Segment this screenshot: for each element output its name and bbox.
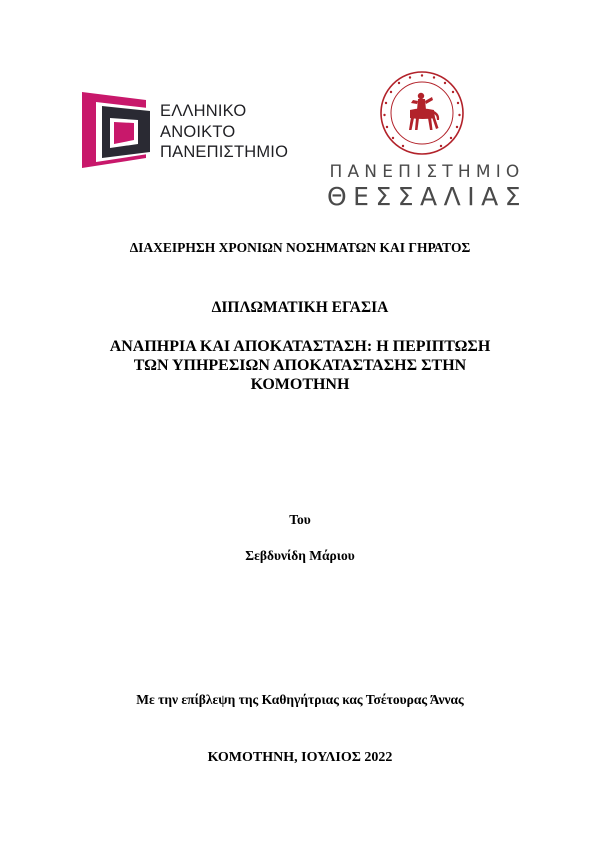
program-heading: ΔΙΑΧΕΙΡΗΣΗ ΧΡΟΝΙΩΝ ΝΟΣΗΜΑΤΩΝ ΚΑΙ ΓΗΡΑΤΟΣ bbox=[129, 240, 471, 255]
thesis-title-line-1: ΑΝΑΠΗΡΙΑ ΚΑΙ ΑΠΟΚΑΤΑΣΤΑΣΗ: Η ΠΕΡΙΠΤΩΣΗ bbox=[109, 338, 491, 355]
university-of-thessaly-logo bbox=[322, 70, 532, 210]
eap-line-3: ΠΑΝΕΠΙΣΤΗΜΙΟ bbox=[160, 143, 289, 161]
thesis-title-line-2: ΤΩΝ ΥΠΗΡΕΣΙΩΝ ΑΠΟΚΑΤΑΣΤΑΣΗΣ ΣΤΗΝ bbox=[133, 357, 467, 374]
author-by-label: Του bbox=[289, 512, 311, 527]
place-date: ΚΟΜΟΤΗΝΗ, ΙΟΥΛΙΟΣ 2022 bbox=[207, 750, 393, 765]
eap-emblem-icon bbox=[82, 92, 152, 168]
uth-logo-line-2: ΘΕΣΣΑΛΙΑΣ bbox=[326, 182, 528, 211]
thesis-title-line-3: ΚΟΜΟΤΗΝΗ bbox=[250, 376, 350, 393]
supervision-line: Με την επίβλεψη της Καθηγήτριας κας Τσέτουρας Άννας bbox=[136, 692, 464, 707]
uth-logo-line-1: ΠΑΝΕΠΙΣΤΗΜΙΟ bbox=[329, 162, 525, 182]
thesis-title bbox=[0, 337, 600, 394]
eap-logo-text bbox=[160, 101, 288, 163]
eap-line-2: ΑΝΟΙΚΤΟ bbox=[160, 122, 236, 141]
centaur-seal-icon bbox=[379, 70, 465, 156]
hellenic-open-university-logo bbox=[82, 92, 292, 170]
eap-line-1: ΕΛΛΗΝΙΚΟ bbox=[160, 102, 247, 120]
thesis-type-heading: ΔΙΠΛΩΜΑΤΙΚΗ ΕΓΑΣΙΑ bbox=[211, 299, 389, 316]
author-name: Σεβδυνίδη Μάριου bbox=[245, 548, 355, 563]
